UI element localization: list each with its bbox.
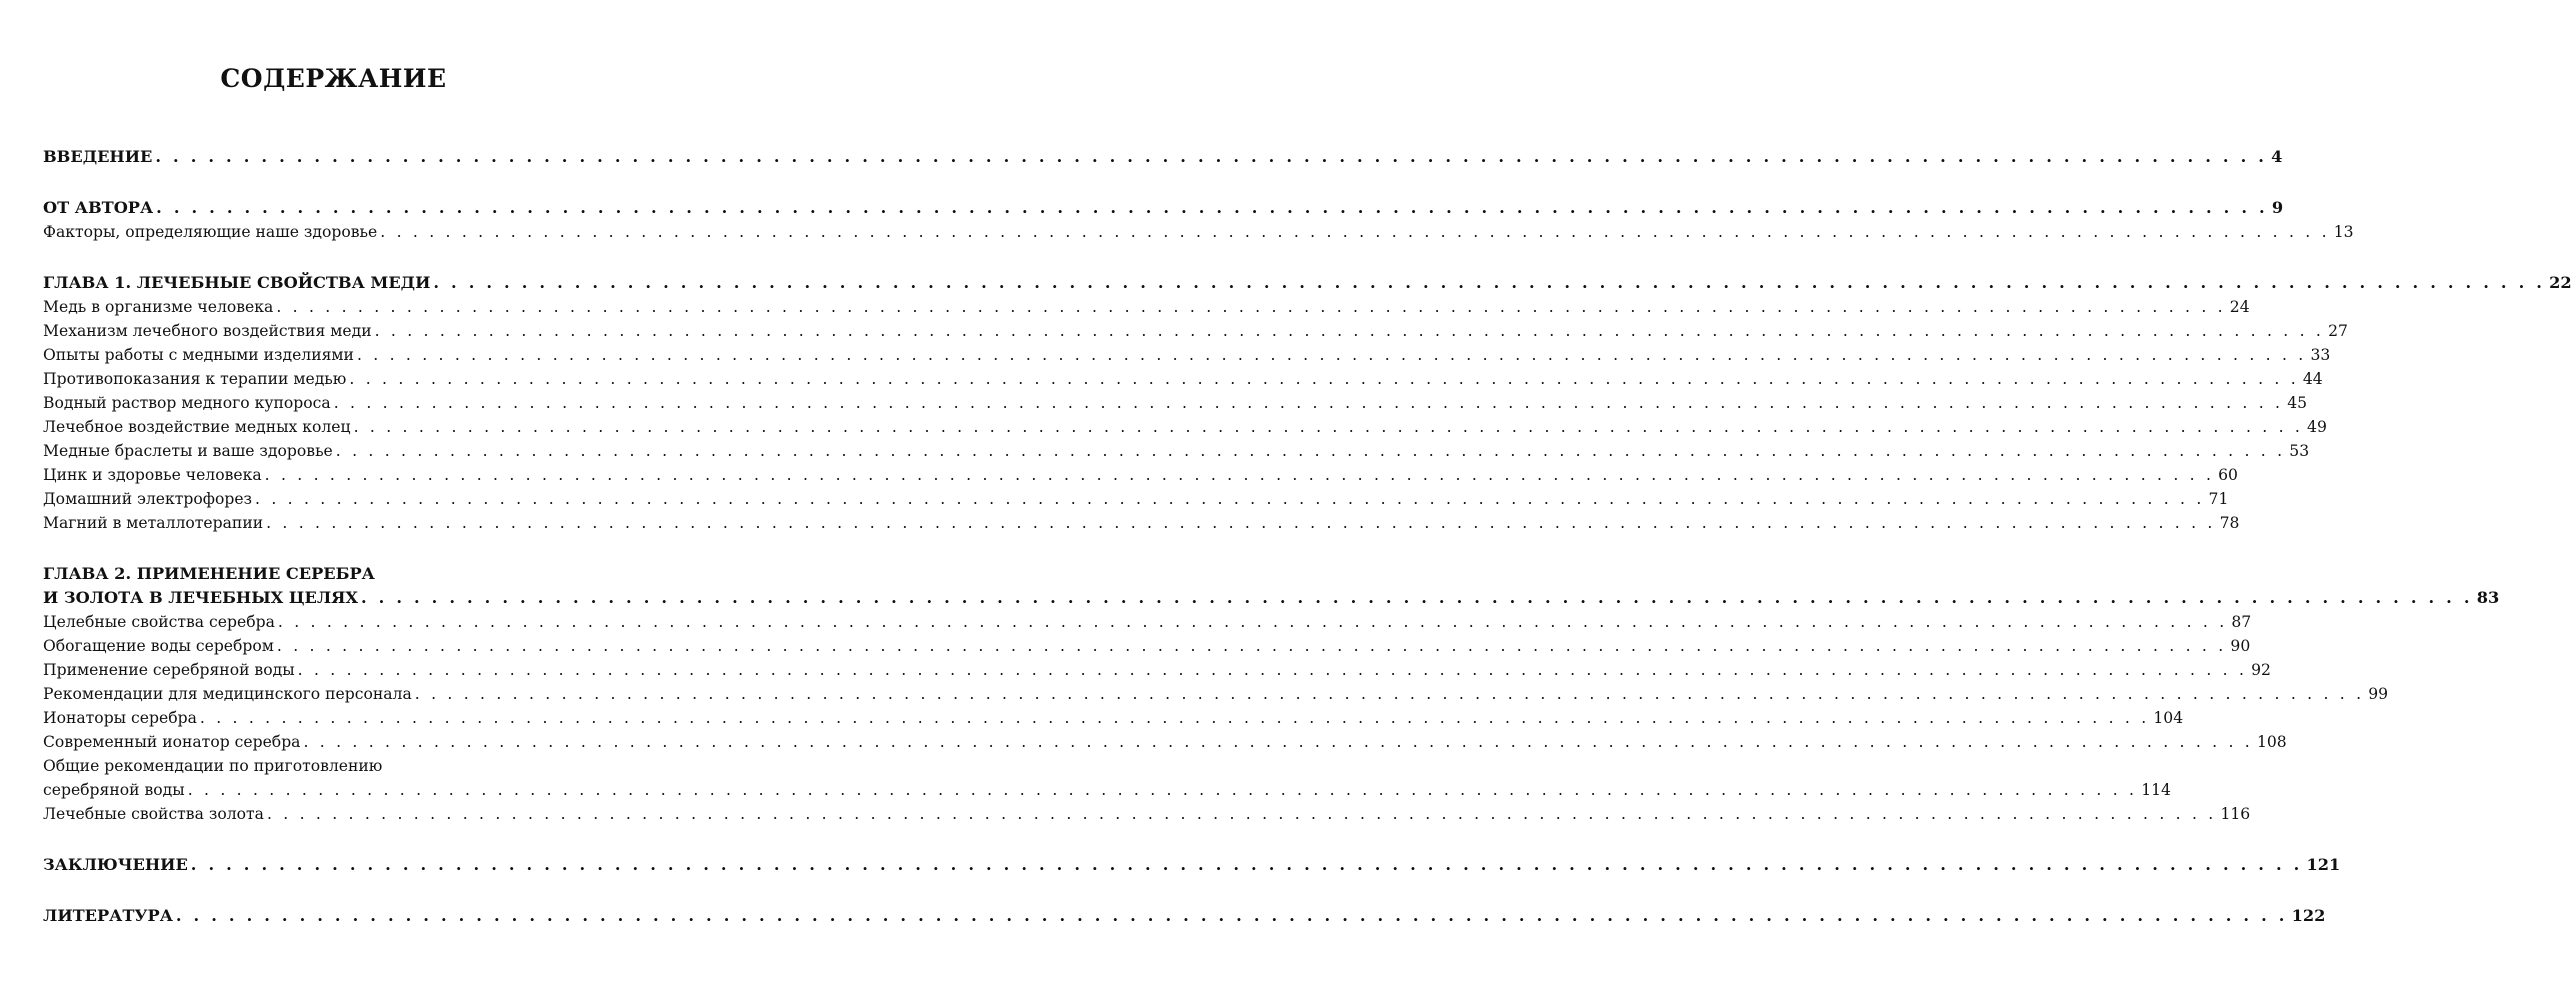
dot-leader: . . . . . . . . . . . . . . . . . . . . . . . . . . . . . . . . . . . . . . . . . . . . . . . . . . . . . . . . . . . . . . . . . . . . . . . . . . . . . . . . . . . . . . . . . . . . . . . . . . . . . . . . . . . . . . . . . . . . . . . . <box>433 273 2546 292</box>
dot-leader: . . . . . . . . . . . . . . . . . . . . . . . . . . . . . . . . . . . . . . . . . . . . . . . . . . . . . . . . . . . . . . . . . . . . . . . . . . . . . . . . . . . . . . . . . . . . . . . . . . . . . . . . . . . . . . . . . . . . . . . . <box>156 198 2268 217</box>
entry-title: Опыты работы с медными изделиями <box>43 346 354 364</box>
toc-chapter-entry[interactable] <box>43 145 2283 169</box>
toc-entry[interactable] <box>43 610 2252 634</box>
entry-title: ГЛАВА 2. ПРИМЕНЕНИЕ СЕРЕБРА <box>43 564 375 583</box>
page-number: 53 <box>2289 442 2310 460</box>
page-number: 122 <box>2291 906 2326 925</box>
toc-entry[interactable] <box>43 343 2331 367</box>
toc-entry[interactable] <box>43 682 2389 706</box>
toc-entry[interactable] <box>43 511 2240 535</box>
dot-leader: . . . . . . . . . . . . . . . . . . . . . . . . . . . . . . . . . . . . . . . . . . . . . . . . . . . . . . . . . . . . . . . . . . . . . . . . . . . . . . . . . . . . . . . . . . . . . . . . . . . . . . . . . . . . . . . . . . . . . . . . <box>277 613 2228 631</box>
toc-section <box>43 196 2354 244</box>
toc-section <box>43 145 2283 169</box>
dot-leader: . . . . . . . . . . . . . . . . . . . . . . . . . . . . . . . . . . . . . . . . . . . . . . . . . . . . . . . . . . . . . . . . . . . . . . . . . . . . . . . . . . . . . . . . . . . . . . . . . . . . . . . . . . . . . . . . . . . . . . . . <box>276 298 2226 316</box>
entry-title: Противопоказания к терапии медью <box>43 370 347 388</box>
dot-leader: . . . . . . . . . . . . . . . . . . . . . . . . . . . . . . . . . . . . . . . . . . . . . . . . . . . . . . . . . . . . . . . . . . . . . . . . . . . . . . . . . . . . . . . . . . . . . . . . . . . . . . . . . . . . . . . . . . . . . . . . <box>414 685 2365 703</box>
entry-title: Домашний электрофорез <box>43 490 253 508</box>
toc-section <box>43 904 2326 928</box>
page-number: 121 <box>2306 855 2341 874</box>
page-number: 4 <box>2271 147 2283 166</box>
toc-entry[interactable] <box>43 415 2327 439</box>
page-number: 90 <box>2230 637 2251 655</box>
page-title: СОДЕРЖАНИЕ <box>220 64 447 93</box>
toc-entry[interactable] <box>43 439 2310 463</box>
entry-title: Рекомендации для медицинского персонала <box>43 685 412 703</box>
dot-leader: . . . . . . . . . . . . . . . . . . . . . . . . . . . . . . . . . . . . . . . . . . . . . . . . . . . . . . . . . . . . . . . . . . . . . . . . . . . . . . . . . . . . . . . . . . . . . . . . . . . . . . . . . . . . . . . . . . . . . . . . <box>276 637 2227 655</box>
page-number: 33 <box>2310 346 2331 364</box>
entry-title: Общие рекомендации по приготовлению <box>43 757 383 775</box>
toc-chapter-entry[interactable] <box>43 904 2326 928</box>
page-number: 22 <box>2549 273 2572 292</box>
entry-title: Водный раствор медного купороса <box>43 394 331 412</box>
dot-leader: . . . . . . . . . . . . . . . . . . . . . . . . . . . . . . . . . . . . . . . . . . . . . . . . . . . . . . . . . . . . . . . . . . . . . . . . . . . . . . . . . . . . . . . . . . . . . . . . . . . . . . . . . . . . . . . . . . . . . . . . <box>199 709 2150 727</box>
entry-title: Современный ионатор серебра <box>43 733 301 751</box>
toc-entry[interactable] <box>43 319 2348 343</box>
dot-leader: . . . . . . . . . . . . . . . . . . . . . . . . . . . . . . . . . . . . . . . . . . . . . . . . . . . . . . . . . . . . . . . . . . . . . . . . . . . . . . . . . . . . . . . . . . . . . . . . . . . . . . . . . . . . . . . . . . . . . . . . <box>335 442 2286 460</box>
dot-leader: . . . . . . . . . . . . . . . . . . . . . . . . . . . . . . . . . . . . . . . . . . . . . . . . . . . . . . . . . . . . . . . . . . . . . . . . . . . . . . . . . . . . . . . . . . . . . . . . . . . . . . . . . . . . . . . . . . . . . . . . <box>266 514 2216 532</box>
dot-leader: . . . . . . . . . . . . . . . . . . . . . . . . . . . . . . . . . . . . . . . . . . . . . . . . . . . . . . . . . . . . . . . . . . . . . . . . . . . . . . . . . . . . . . . . . . . . . . . . . . . . . . . . . . . . . . . . . . . . . . . . <box>255 490 2205 508</box>
toc-section <box>43 562 2500 826</box>
toc-entry[interactable] <box>43 295 2250 319</box>
toc-entry[interactable] <box>43 802 2251 826</box>
entry-title: Факторы, определяющие наше здоровье <box>43 223 378 241</box>
page-number: 92 <box>2251 661 2271 679</box>
toc-chapter-entry[interactable] <box>43 562 2500 610</box>
toc-chapter-entry[interactable] <box>43 196 2284 220</box>
dot-leader: . . . . . . . . . . . . . . . . . . . . . . . . . . . . . . . . . . . . . . . . . . . . . . . . . . . . . . . . . . . . . . . . . . . . . . . . . . . . . . . . . . . . . . . . . . . . . . . . . . . . . . . . . . . . . . . . . . . . . . . . <box>175 906 2288 925</box>
dot-leader: . . . . . . . . . . . . . . . . . . . . . . . . . . . . . . . . . . . . . . . . . . . . . . . . . . . . . . . . . . . . . . . . . . . . . . . . . . . . . . . . . . . . . . . . . . . . . . . . . . . . . . . . . . . . . . . . . . . . . . . . <box>155 147 2268 166</box>
toc-entry[interactable] <box>43 367 2323 391</box>
toc-entry[interactable] <box>43 487 2229 511</box>
dot-leader: . . . . . . . . . . . . . . . . . . . . . . . . . . . . . . . . . . . . . . . . . . . . . . . . . . . . . . . . . . . . . . . . . . . . . . . . . . . . . . . . . . . . . . . . . . . . . . . . . . . . . . . . . . . . . . . . . . . . . . . . <box>333 394 2284 412</box>
page-number: 60 <box>2218 466 2238 484</box>
entry-title: Магний в металлотерапии <box>43 514 264 532</box>
page-number: 108 <box>2256 733 2287 751</box>
entry-title: Ионаторы серебра <box>43 709 197 727</box>
dot-leader: . . . . . . . . . . . . . . . . . . . . . . . . . . . . . . . . . . . . . . . . . . . . . . . . . . . . . . . . . . . . . . . . . . . . . . . . . . . . . . . . . . . . . . . . . . . . . . . . . . . . . . . . . . . . . . . . . . . . . . . . <box>360 588 2473 607</box>
entry-title: Лечебное воздействие медных колец <box>43 418 351 436</box>
dot-leader: . . . . . . . . . . . . . . . . . . . . . . . . . . . . . . . . . . . . . . . . . . . . . . . . . . . . . . . . . . . . . . . . . . . . . . . . . . . . . . . . . . . . . . . . . . . . . . . . . . . . . . . . . . . . . . . . . . . . . . . . <box>190 855 2303 874</box>
entry-title: И ЗОЛОТА В ЛЕЧЕБНЫХ ЦЕЛЯХ <box>43 588 358 607</box>
dot-leader: . . . . . . . . . . . . . . . . . . . . . . . . . . . . . . . . . . . . . . . . . . . . . . . . . . . . . . . . . . . . . . . . . . . . . . . . . . . . . . . . . . . . . . . . . . . . . . . . . . . . . . . . . . . . . . . . . . . . . . . . <box>380 223 2330 241</box>
page-number: 49 <box>2307 418 2327 436</box>
toc-entry[interactable] <box>43 658 2271 682</box>
toc-entry[interactable] <box>43 706 2184 730</box>
entry-title: ЗАКЛЮЧЕНИЕ <box>43 855 188 874</box>
page-number: 99 <box>2368 685 2389 703</box>
page-number: 24 <box>2229 298 2250 316</box>
toc-entry[interactable] <box>43 730 2287 754</box>
toc-entry[interactable] <box>43 634 2251 658</box>
toc-entry[interactable] <box>43 463 2238 487</box>
entry-title: ГЛАВА 1. ЛЕЧЕБНЫЕ СВОЙСТВА МЕДИ <box>43 273 431 292</box>
entry-title: Механизм лечебного воздействия меди <box>43 322 372 340</box>
dot-leader: . . . . . . . . . . . . . . . . . . . . . . . . . . . . . . . . . . . . . . . . . . . . . . . . . . . . . . . . . . . . . . . . . . . . . . . . . . . . . . . . . . . . . . . . . . . . . . . . . . . . . . . . . . . . . . . . . . . . . . . . <box>187 781 2138 799</box>
entry-title: Лечебные свойства золота <box>43 805 264 823</box>
entry-title: ЛИТЕРАТУРА <box>43 906 173 925</box>
page-number: 114 <box>2141 781 2171 799</box>
entry-title: серебряной воды <box>43 781 185 799</box>
toc-section <box>43 271 2572 535</box>
toc-chapter-entry[interactable] <box>43 853 2341 877</box>
entry-title: Цинк и здоровье человека <box>43 466 262 484</box>
dot-leader: . . . . . . . . . . . . . . . . . . . . . . . . . . . . . . . . . . . . . . . . . . . . . . . . . . . . . . . . . . . . . . . . . . . . . . . . . . . . . . . . . . . . . . . . . . . . . . . . . . . . . . . . . . . . . . . . . . . . . . . . <box>353 418 2304 436</box>
page-number: 13 <box>2333 223 2354 241</box>
toc-entry[interactable] <box>43 220 2354 244</box>
table-of-contents <box>43 145 2572 955</box>
entry-title: ОТ АВТОРА <box>43 198 154 217</box>
dot-leader: . . . . . . . . . . . . . . . . . . . . . . . . . . . . . . . . . . . . . . . . . . . . . . . . . . . . . . . . . . . . . . . . . . . . . . . . . . . . . . . . . . . . . . . . . . . . . . . . . . . . . . . . . . . . . . . . . . . . . . . . <box>266 805 2217 823</box>
entry-title: Медь в организме человека <box>43 298 274 316</box>
page-number: 9 <box>2271 198 2284 217</box>
page-number: 116 <box>2220 805 2251 823</box>
dot-leader: . . . . . . . . . . . . . . . . . . . . . . . . . . . . . . . . . . . . . . . . . . . . . . . . . . . . . . . . . . . . . . . . . . . . . . . . . . . . . . . . . . . . . . . . . . . . . . . . . . . . . . . . . . . . . . . . . . . . . . . . <box>356 346 2307 364</box>
page-number: 44 <box>2302 370 2323 388</box>
page-number: 83 <box>2476 588 2500 607</box>
toc-section <box>43 853 2341 877</box>
page-number: 104 <box>2153 709 2184 727</box>
toc-chapter-entry[interactable] <box>43 271 2572 295</box>
entry-title: Медные браслеты и ваше здоровье <box>43 442 333 460</box>
dot-leader: . . . . . . . . . . . . . . . . . . . . . . . . . . . . . . . . . . . . . . . . . . . . . . . . . . . . . . . . . . . . . . . . . . . . . . . . . . . . . . . . . . . . . . . . . . . . . . . . . . . . . . . . . . . . . . . . . . . . . . . . <box>374 322 2325 340</box>
entry-title: Целебные свойства серебра <box>43 613 275 631</box>
page-number: 78 <box>2219 514 2240 532</box>
page-number: 27 <box>2328 322 2348 340</box>
dot-leader: . . . . . . . . . . . . . . . . . . . . . . . . . . . . . . . . . . . . . . . . . . . . . . . . . . . . . . . . . . . . . . . . . . . . . . . . . . . . . . . . . . . . . . . . . . . . . . . . . . . . . . . . . . . . . . . . . . . . . . . . <box>264 466 2215 484</box>
entry-title: Применение серебряной воды <box>43 661 295 679</box>
page-number: 45 <box>2287 394 2308 412</box>
entry-title: Обогащение воды серебром <box>43 637 274 655</box>
dot-leader: . . . . . . . . . . . . . . . . . . . . . . . . . . . . . . . . . . . . . . . . . . . . . . . . . . . . . . . . . . . . . . . . . . . . . . . . . . . . . . . . . . . . . . . . . . . . . . . . . . . . . . . . . . . . . . . . . . . . . . . . <box>349 370 2299 388</box>
toc-entry[interactable] <box>43 754 2171 802</box>
dot-leader: . . . . . . . . . . . . . . . . . . . . . . . . . . . . . . . . . . . . . . . . . . . . . . . . . . . . . . . . . . . . . . . . . . . . . . . . . . . . . . . . . . . . . . . . . . . . . . . . . . . . . . . . . . . . . . . . . . . . . . . . <box>303 733 2253 751</box>
toc-entry[interactable] <box>43 391 2308 415</box>
page-number: 87 <box>2231 613 2252 631</box>
entry-title: ВВЕДЕНИЕ <box>43 147 153 166</box>
page-number: 71 <box>2208 490 2229 508</box>
dot-leader: . . . . . . . . . . . . . . . . . . . . . . . . . . . . . . . . . . . . . . . . . . . . . . . . . . . . . . . . . . . . . . . . . . . . . . . . . . . . . . . . . . . . . . . . . . . . . . . . . . . . . . . . . . . . . . . . . . . . . . . . <box>297 661 2248 679</box>
